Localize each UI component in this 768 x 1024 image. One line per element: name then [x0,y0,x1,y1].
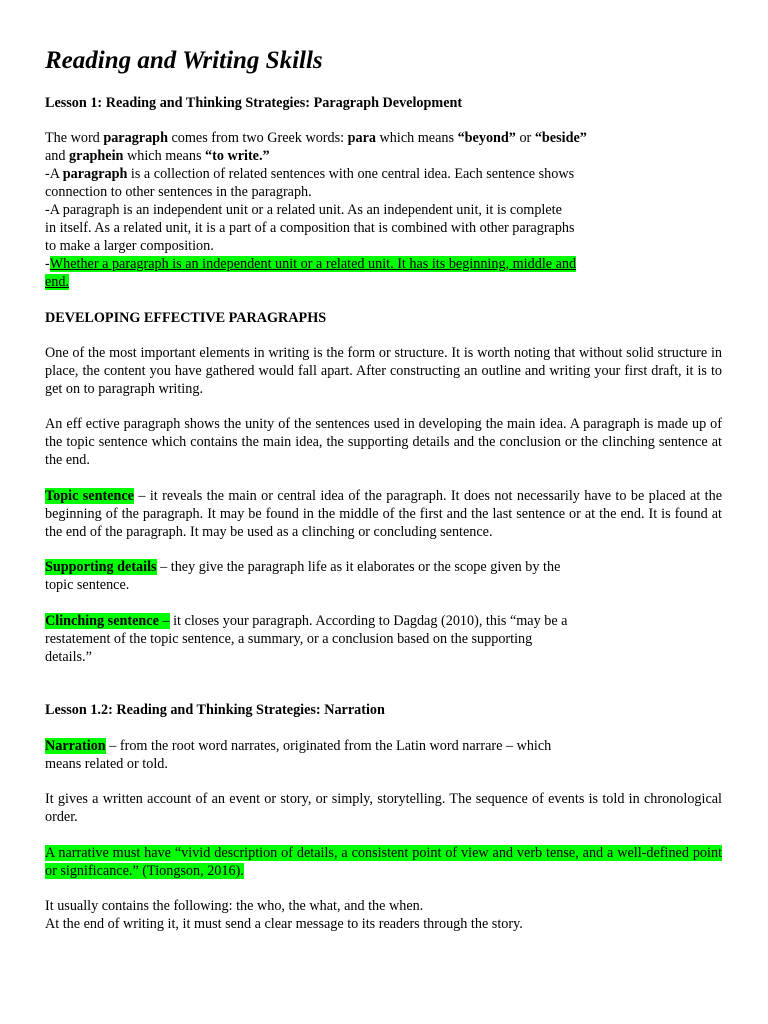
text: it closes your paragraph. According to Dagdag (2010), this “may be a [169,613,568,629]
term-graphein: graphein [69,147,124,164]
paragraph-clinching-sentence [45,613,645,666]
text: - [45,256,50,272]
text: is a collection of related sentences with one central idea. Each sentence shows [127,166,575,182]
text: – from the root word narrates, originated from the Latin word narrare – which [105,738,552,754]
paragraph-supporting-details [45,559,645,595]
paragraph-structure: One of the most important elements in writing is the form or structure. It is worth noting that without solid structure in place, the content you have gathered would fall apart. After constructing an outline and writing your first draft, it is to get on to paragraph writing. [45,345,722,397]
paragraph-narration [45,738,645,774]
term-narration: Narration [45,738,106,754]
text: and [45,147,70,164]
term-to-write: “to write.” [205,147,270,164]
paragraph-narrative-quote [45,845,722,881]
term-beyond: “beyond” [457,130,516,146]
paragraph-collection [45,166,665,202]
text: It usually contains the following: the who, the what, and the when. [45,898,424,914]
term-beside: “beside” [534,130,587,146]
highlighted-dash: – [158,613,170,629]
text: which means [123,147,206,164]
term-paragraph: paragraph [103,130,168,146]
text: The word [45,130,104,146]
text: topic sentence. [45,576,130,593]
highlighted-text: end. [45,273,70,290]
paragraph-contents [45,898,722,934]
lesson12-heading: Lesson 1.2: Reading and Thinking Strategies: Narration [45,702,385,718]
paragraph-effective: An eff ective paragraph shows the unity of the sentences used in developing the main idea. A paragraph is made up of the topic sentence which contains the main idea, the supporting details and the conclusion or the clinching sentence at the end. [45,416,722,468]
text: in itself. As a related unit, it is a part of a composition that is combined with other paragraphs [45,219,575,236]
term-supporting-details: Supporting details [45,559,157,575]
paragraph-highlighted-note [45,256,665,292]
text: – it reveals the main or central idea of the paragraph. It does not necessarily have to be placed at the beginning of the paragraph. It may be found in the middle of the first and the last sentence or at the end. It is found at the end of the paragraph. It may be used as a clinching or concluding sentence. [45,488,722,540]
term-paragraph: paragraph [62,166,128,182]
highlighted-text: A narrative must have “vivid description of details, a consistent point of view and verb tense, and a well-defined point or significance.” (Tiongson, 2016). [45,845,722,879]
text: details.” [45,648,92,665]
text: -A paragraph is an independent unit or a related unit. As an independent unit, it is complete [45,202,562,218]
text: At the end of writing it, it must send a clear message to its readers through the story. [45,915,523,932]
text: – they give the paragraph life as it elaborates or the scope given by the [156,559,561,575]
text: which means [376,130,458,146]
term-clinching-sentence: Clinching sentence [45,613,159,629]
text: restatement of the topic sentence, a summary, or a conclusion based on the supporting [45,630,533,647]
developing-heading: DEVELOPING EFFECTIVE PARAGRAPHS [45,310,327,326]
term-para: para [347,130,376,146]
text: to make a larger composition. [45,237,214,254]
paragraph-topic-sentence [45,488,722,541]
text: -A [45,166,63,182]
text: connection to other sentences in the paragraph. [45,183,312,200]
text: or [515,130,535,146]
text: means related or told. [45,755,168,772]
document-title: Reading and Writing Skills [45,47,323,74]
text: comes from two Greek words: [167,130,348,146]
paragraph-definition [45,130,665,166]
lesson1-heading: Lesson 1: Reading and Thinking Strategies: Paragraph Development [45,95,463,111]
term-topic-sentence: Topic sentence [45,488,134,504]
paragraph-storytelling: It gives a written account of an event or story, or simply, storytelling. The sequence of events is told in chronological order. [45,791,722,825]
paragraph-unit [45,202,665,255]
highlighted-text: Whether a paragraph is an independent unit or a related unit. It has its beginning, middle and [49,256,577,272]
